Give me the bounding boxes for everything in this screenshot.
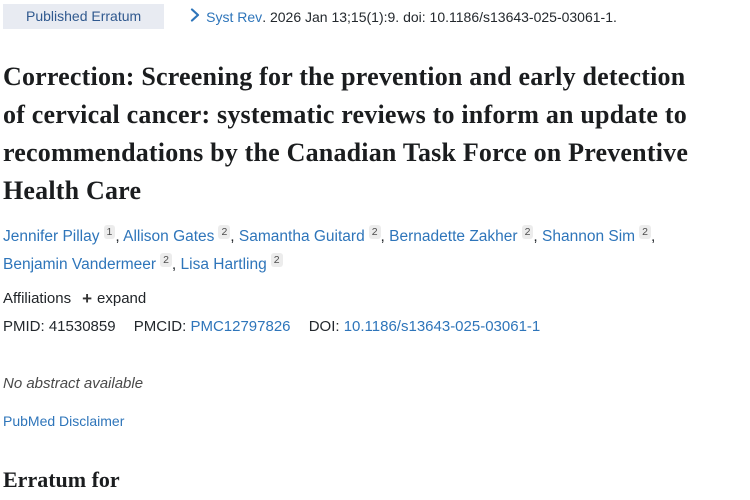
affiliation-superscript[interactable]: 2 <box>218 225 230 239</box>
affiliation-superscript[interactable]: 2 <box>160 253 172 267</box>
erratum-for-heading: Erratum for <box>3 467 120 492</box>
author: Benjamin Vandermeer 2 , <box>3 254 181 273</box>
author: Jennifer Pillay 1 , <box>3 226 124 245</box>
author-link[interactable]: Benjamin Vandermeer <box>3 256 157 273</box>
affiliation-superscript[interactable]: 1 <box>104 225 116 239</box>
doi-citation-text: doi: 10.1186/s13643-025-03061-1. <box>403 8 617 25</box>
affiliations-label: Affiliations <box>3 290 72 307</box>
expand-label: expand <box>97 290 147 307</box>
author: Allison Gates 2 , <box>123 226 239 245</box>
author-link[interactable]: Lisa Hartling <box>180 256 267 273</box>
affiliation-superscript[interactable]: 2 <box>369 225 381 239</box>
doi-label: DOI: <box>308 318 340 335</box>
expand-citation-button[interactable] <box>190 8 200 25</box>
affiliation-superscript[interactable]: 2 <box>522 225 534 239</box>
pubmed-disclaimer-link[interactable]: PubMed Disclaimer <box>3 413 125 429</box>
doi-link[interactable]: 10.1186/s13643-025-03061-1 <box>343 318 541 335</box>
expand-affiliations-button[interactable] <box>82 290 146 307</box>
author-link[interactable]: Bernadette Zakher <box>389 228 518 245</box>
pmcid-link[interactable]: PMC12797826 <box>190 318 291 335</box>
publication-type-badge: Published Erratum <box>3 4 164 29</box>
identifiers-row <box>3 318 732 335</box>
pmcid-label: PMCID: <box>133 318 187 335</box>
doi-group <box>309 318 541 335</box>
author: Bernadette Zakher 2 , <box>389 226 543 245</box>
author-list <box>3 223 703 279</box>
affiliations-row <box>3 290 732 307</box>
author: Samantha Guitard 2 , <box>238 226 390 245</box>
journal-link[interactable]: Syst Rev <box>206 8 263 25</box>
citation-text: . 2026 Jan 13;15(1):9. <box>262 8 400 25</box>
pmcid-group <box>134 318 291 335</box>
no-abstract-note: No abstract available <box>3 375 144 392</box>
article-title: Correction: Screening for the prevention and early detection of cervical cancer: systematic reviews to inform an update to recommendations by the Canadian Task Force on Preventive Health Care <box>3 62 689 205</box>
pmid-value: 41530859 <box>48 318 116 335</box>
author-link[interactable]: Shannon Sim <box>542 228 636 245</box>
affiliation-superscript[interactable]: 2 <box>271 253 283 267</box>
plus-icon: + <box>82 289 93 308</box>
pmid-group <box>3 318 116 335</box>
author <box>181 256 283 273</box>
affiliation-superscript[interactable]: 2 <box>639 225 651 239</box>
chevron-right-icon <box>190 8 200 25</box>
pmid-label: PMID: <box>3 318 45 335</box>
author: Shannon Sim 2 , <box>542 226 656 245</box>
author-link[interactable]: Allison Gates <box>123 228 215 245</box>
author-link[interactable]: Jennifer Pillay <box>3 228 100 245</box>
author-link[interactable]: Samantha Guitard <box>238 228 365 245</box>
citation-header <box>3 4 732 29</box>
